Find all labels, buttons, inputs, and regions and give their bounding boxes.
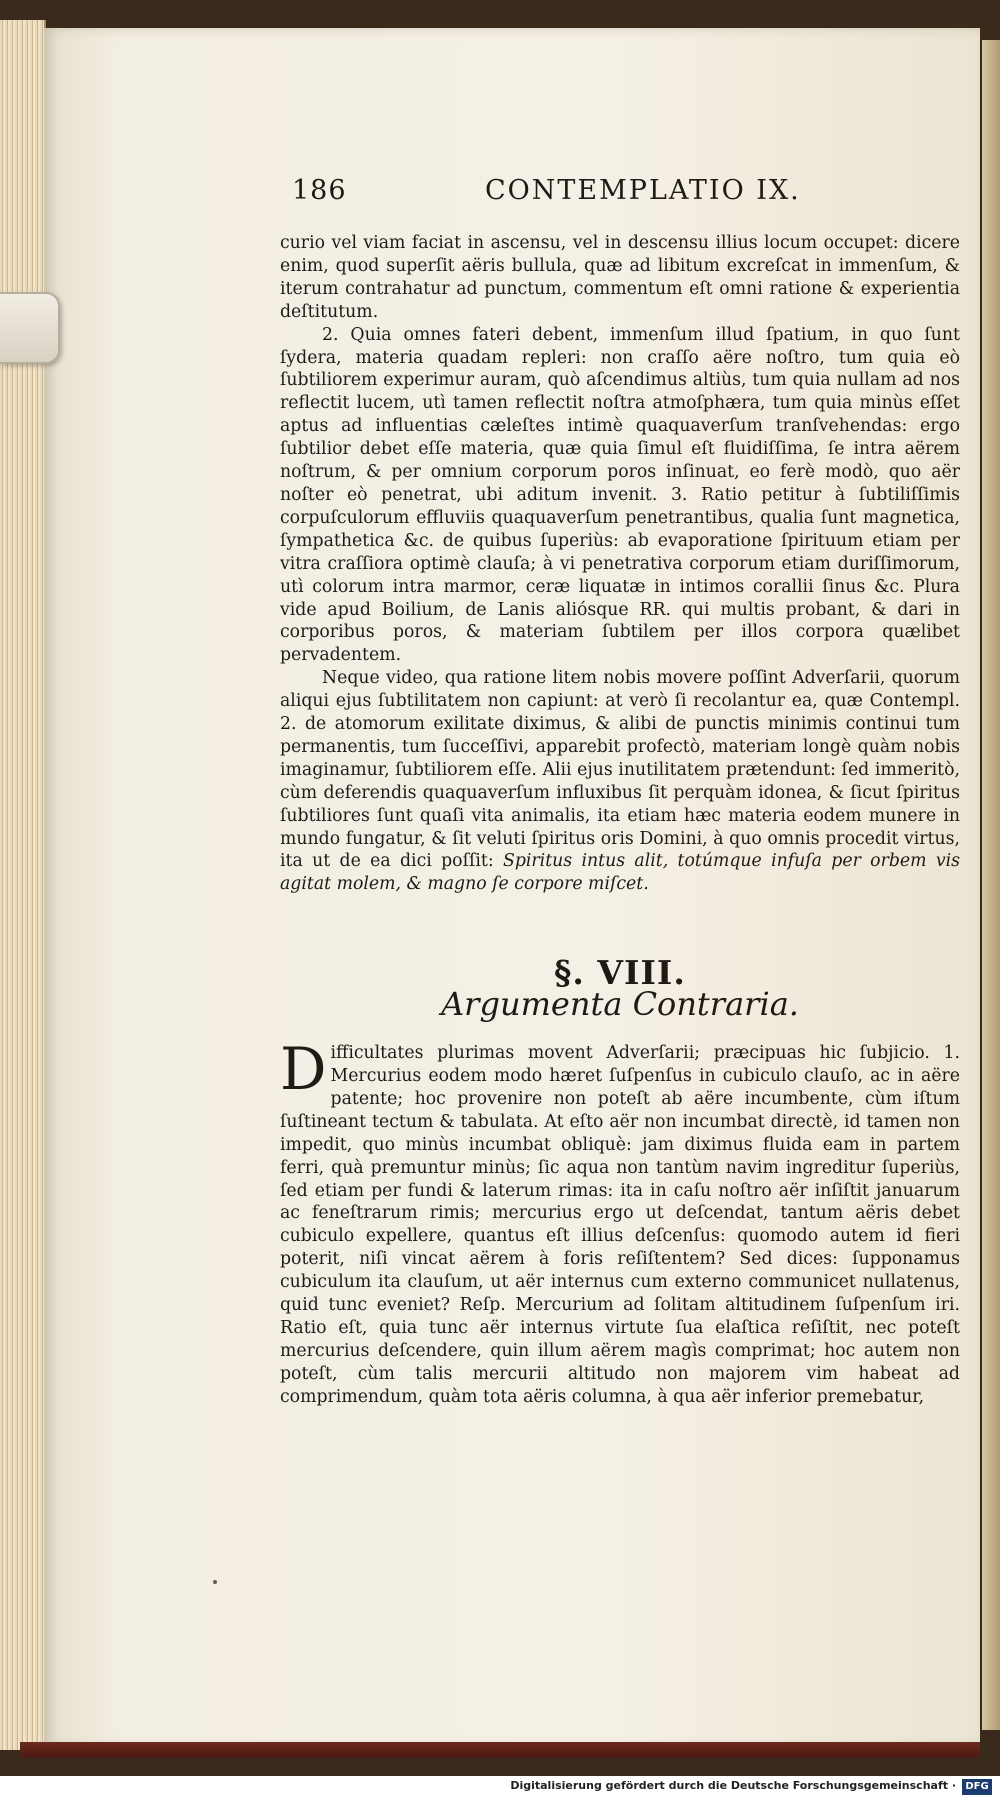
book-cover-edge [20, 1742, 980, 1758]
paragraph-2: 2. Quia omnes fateri debent, immenſum illud ſpatium, in quo ſunt ſydera, materia quadam repleri: non craſſo aëre noſtro, tum quia eò ſubtiliorem experimur auram, quò aſcendimus altiùs, tum quia nullam ad nos reflectit lucem, utì tamen reflectit noſtra atmoſphæra, tum quia minùs eſſet aptus ad influentias cæleſtes intimè quaquaverſum tranſvehendas: ergo ſubtilior debet eſſe materia, quæ quia ſimul eſt fluidiſſima, ſe intra aërem noſtrum, & per omnium corporum poros inſinuat, eo ferè modò, quo aër noſter eò penetrat, ubi aditum invenit. 3. Ratio petitur à ſubtiliſſimis corpuſculorum effluviis quaquaverſum penetrantibus, qualia ſunt magnetica, ſympathetica &c. de quibus ſuperiùs: ab evaporatione ſpirituum etiam per vitra craſſiora optimè clauſa; à vi penetrativa corporum etiam duriſſimorum, utì colorum intra marmor, ceræ liquatæ in intimos corallii ſinus &c. Plura vide apud Boilium, de Lanis aliósque RR. qui multis probant, & dari in corporibus poros, & materiam ſubtilem per illos corpora quælibet pervadentem. [280, 324, 960, 666]
digitization-footer [0, 1776, 1000, 1799]
page-text-block [280, 175, 960, 1409]
virgil-quote: Spiritus intus alit, totúmque infuſa per orbem vis agitat molem, & magno ſe corpore miſcet. [280, 851, 960, 895]
running-head [280, 175, 960, 220]
paragraph-3 [280, 667, 960, 896]
section-heading: §. VIII. [554, 953, 686, 993]
dfg-logo: DFG [962, 1779, 992, 1795]
book-right-edge [982, 40, 1000, 1730]
footer-credit: Digitalisierung gefördert durch die Deutsche Forschungsgemeinschaft · [510, 1779, 956, 1792]
section-subtitle: Argumenta Contraria. [441, 985, 799, 1024]
drop-cap: D [280, 1035, 327, 1104]
section-paragraph [280, 1035, 960, 1409]
running-title: CONTEMPLATIO IX. [485, 175, 801, 206]
page-number: 186 [292, 175, 347, 206]
book-page-edges [0, 20, 46, 1750]
paragraph-continuation: curio vel viam faciat in ascensu, vel in descensu illius locum occupet: dicere enim, quod superſit aëris bullula, quæ ad libitum excreſcat in immenſum, & iterum contrahatur ad punctum, commentum eſt omni ratione & experientia deſtitutum. [280, 233, 960, 322]
paragraph-3-text: Neque video, qua ratione litem nobis movere poſſint Adverſarii, quorum aliqui ejus ſubtilitatem non capiunt: at verò ſi recolantur ea, quæ Contempl. 2. de atomorum exilitate diximus, & alibi de punctis minimis continui tum permanentis, tum ſucceſſivi, apparebit profectò, materiam longè quàm nobis imaginamur, ſubtiliorem eſſe. Alii ejus inutilitatem prætendunt: ſed immeritò, cùm deferendis quaquaverſum influxibus ſit perquàm idonea, & ſicut ſpiritus ſubtiliores ſunt quaſi vita animalis, ita etiam hæc materia eodem munere in mundo fungatur, & ſit veluti ſpiritus oris Domini, à quo omnis procedit virtus, ita ut de ea dici poſſit: [280, 668, 960, 872]
bookmark-tab [0, 292, 60, 364]
ink-spot [213, 1580, 217, 1584]
section-paragraph-text: ifficultates plurimas movent Adverſarii; præcipuas hic ſubjicio. 1. Mercurius eodem modo hæret ſuſpenſus in cubiculo clauſo, ac in aëre patente; hoc provenire non poteſt ab aëre incumbente, cùm iſtum ſuſtineant tectum & tabulata. At eſto aër non incumbat directè, id tamen non impedit, quo minùs incumbat obliquè: jam diximus fluida eam in partem ferri, quà premuntur minùs; ſic aqua non tantùm navim ingreditur ſuperiùs, ſed etiam per fundi & laterum rimas: ita in caſu noſtro aër inſiſtit januarum ac feneſtrarum rimis; mercurius ergo ut deſcendat, tantum aëris debet cubiculo expellere, quantus eſt illius deſcenſus: quomodo autem id fieri poterit, niſi vincat aërem à foris reſiſtentem? Sed dices: ſupponamus cubiculum ita clauſum, ut aër internus cum externo communicet nullatenus, quid tunc eveniet? Reſp. Mercurium ad ſolitam altitudinem ſuſpenſum iri. Ratio eſt, quia tunc aër internus virtute ſua elaſtica reſiſtit, nec poteſt mercurius deſcendere, quin illum aërem magìs comprimat; hoc autem non poteſt, cùm talis mercurii altitudo non majorem vim habeat ad comprimendum, quàm tota aëris columna, à qua aër inferior premebatur, [280, 1043, 960, 1407]
